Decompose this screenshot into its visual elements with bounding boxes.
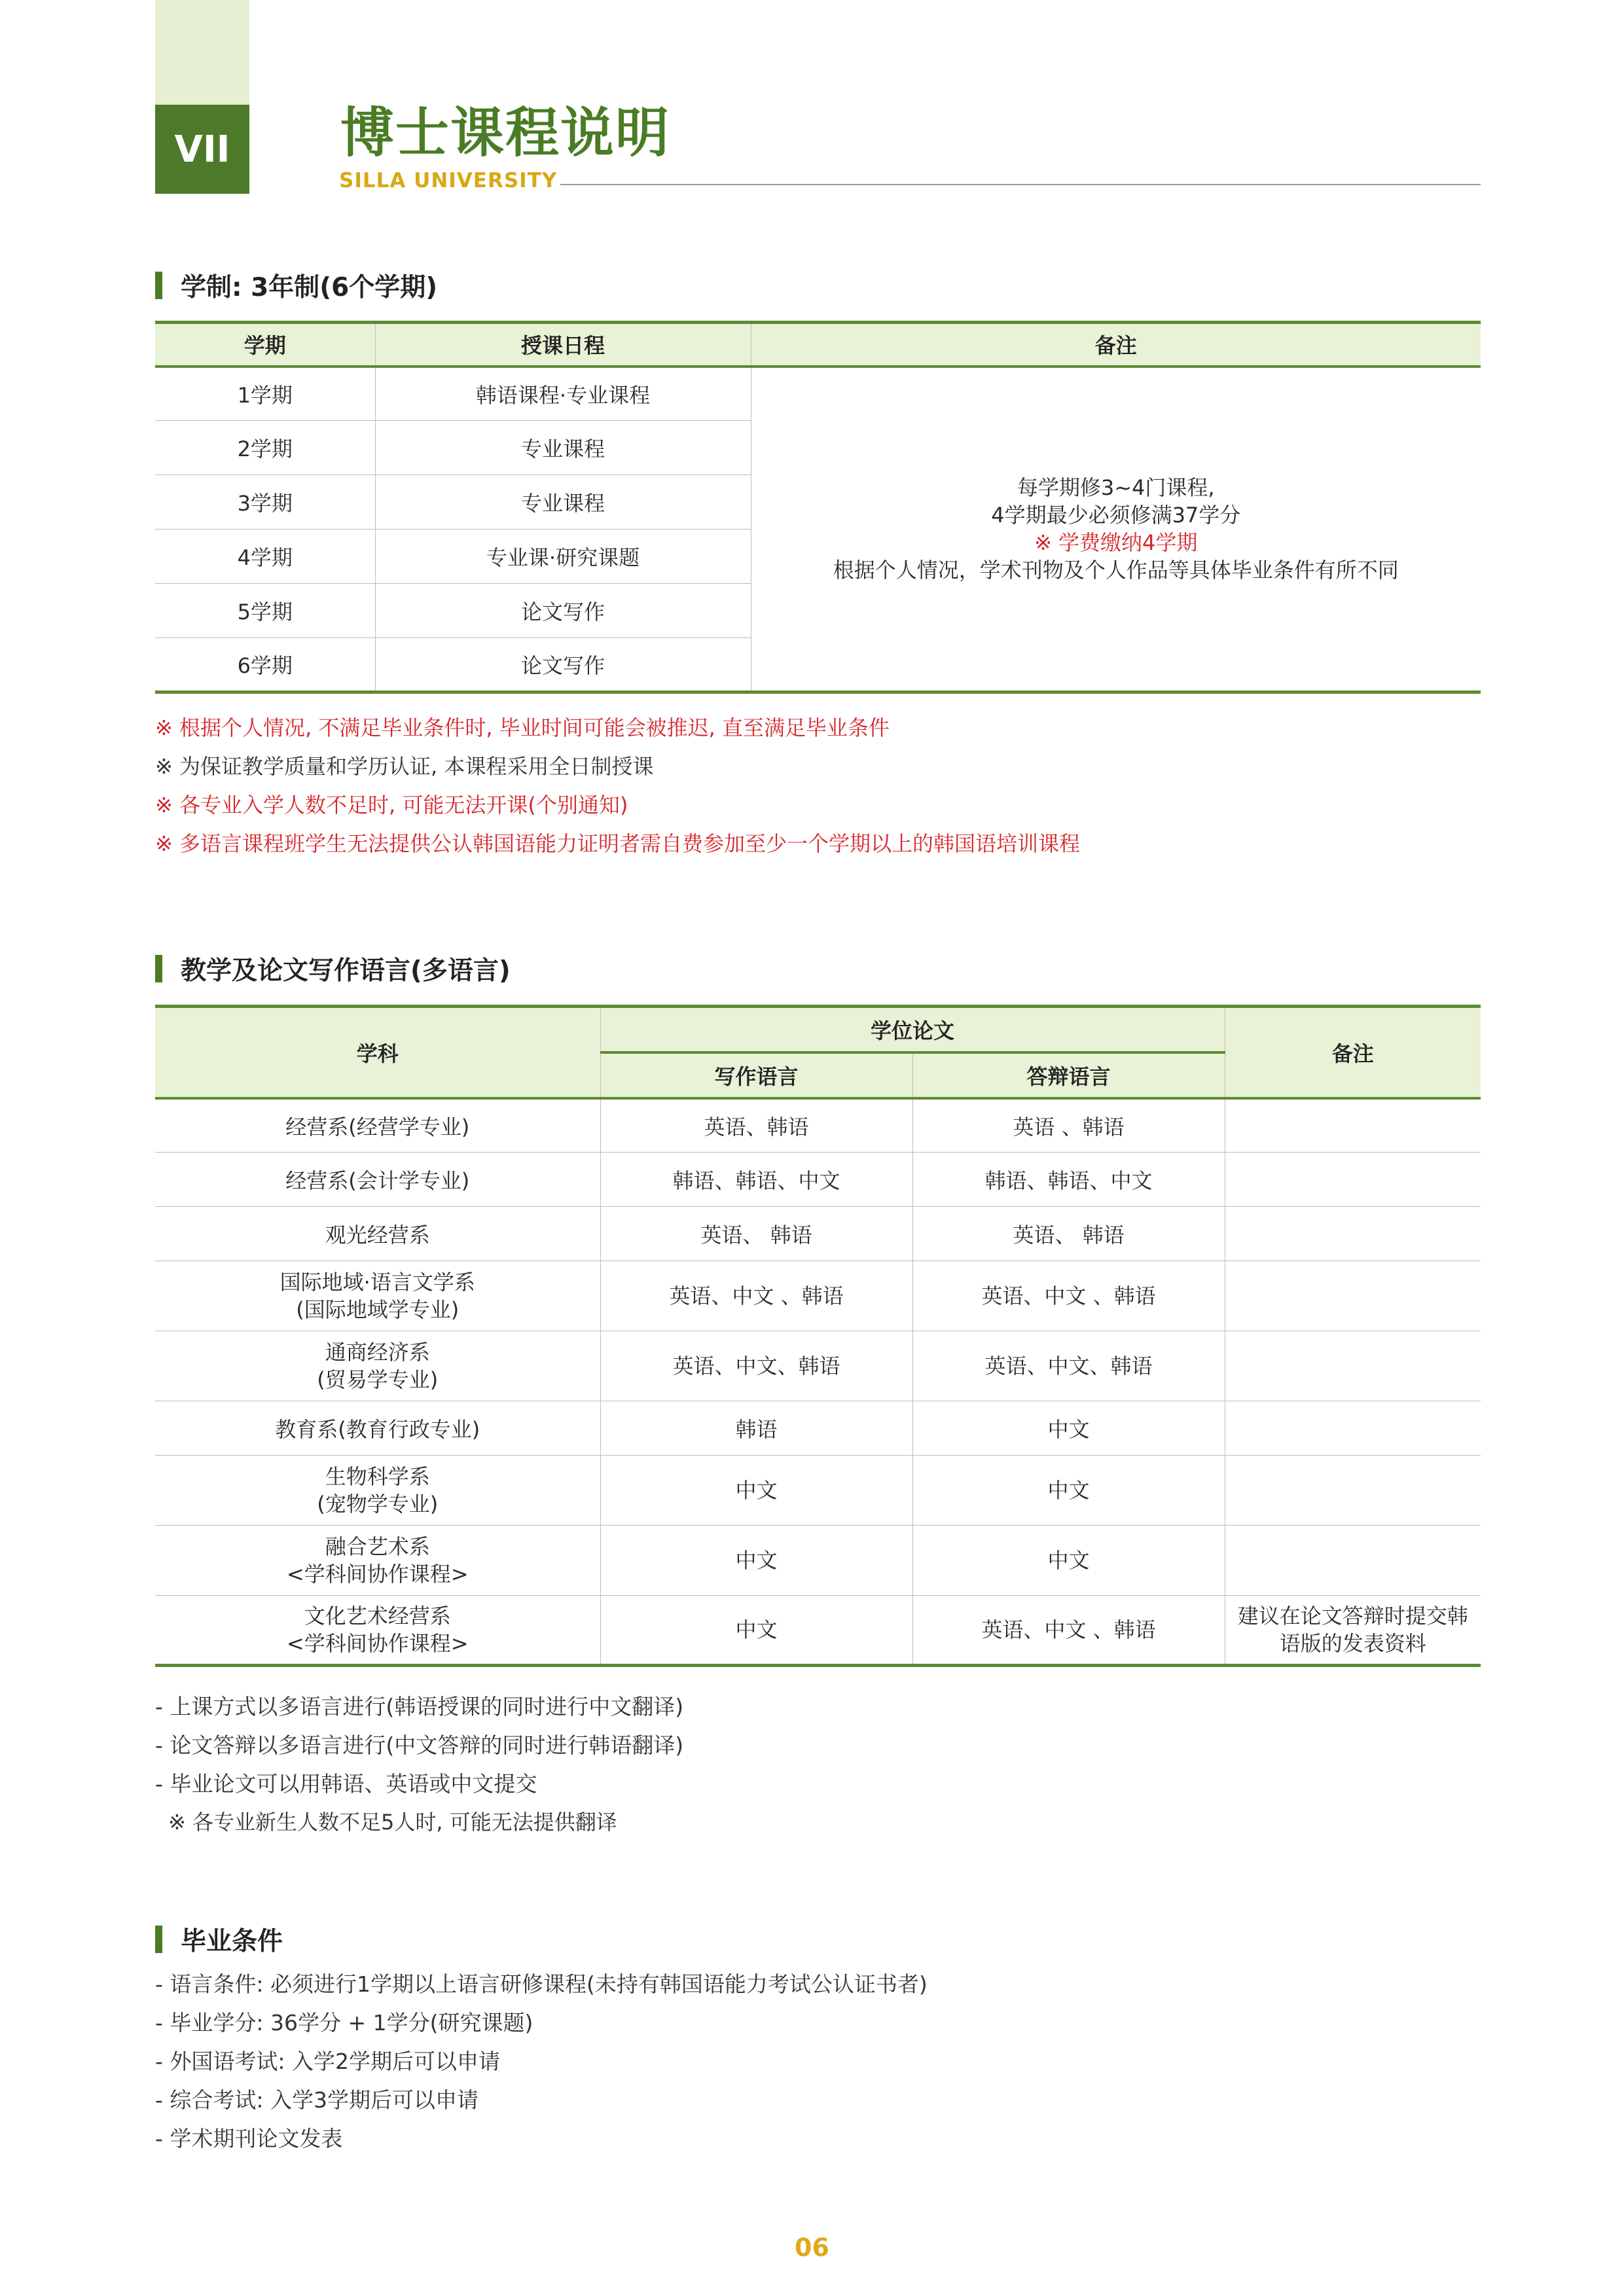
schedule-cell: 专业课程 — [375, 475, 751, 529]
remark-line: 语版的发表资料 — [1279, 1631, 1426, 1656]
col-header-remark: 备注 — [751, 323, 1481, 367]
subject-cell — [155, 1331, 600, 1401]
subject-cell — [155, 1526, 600, 1596]
bullet-line: - 综合考试: 入学3学期后可以申请 — [155, 2087, 479, 2113]
section-title: 教学及论文写作语言(多语言) — [181, 956, 511, 986]
section-heading-graduation — [155, 1921, 283, 1958]
remark-cell — [1225, 1207, 1481, 1261]
table-row — [155, 1098, 1481, 1153]
writing-cell: 韩语、韩语、中文 — [600, 1153, 912, 1207]
bullet-line: - 学术期刊论文发表 — [155, 2126, 343, 2151]
language-notes — [155, 1687, 683, 1842]
bullet-line: - 外国语考试: 入学2学期后可以申请 — [155, 2049, 501, 2074]
header-divider — [560, 184, 1481, 185]
term-cell: 2学期 — [155, 421, 375, 475]
remark-line: 根据个人情况，学术刊物及个人作品等具体毕业条件有所不同 — [833, 558, 1399, 583]
schedule-cell: 专业课·研究课题 — [375, 529, 751, 584]
chapter-badge: VII — [155, 105, 249, 194]
language-table — [155, 1005, 1481, 1667]
subject-cell — [155, 1153, 600, 1207]
subject-major: (贸易学专业) — [317, 1367, 439, 1392]
writing-cell: 英语、中文、韩语 — [600, 1331, 912, 1401]
bullet-line: - 上课方式以多语言进行(韩语授课的同时进行中文翻译) — [155, 1694, 684, 1719]
term-cell: 4学期 — [155, 529, 375, 584]
note-line: ※ 各专业入学人数不足时, 可能无法开课(个别通知) — [155, 793, 628, 817]
table-row — [155, 1261, 1481, 1331]
writing-cell: 中文 — [600, 1526, 912, 1596]
page-number: 06 — [795, 2233, 829, 2262]
section-title: 毕业条件 — [181, 1927, 283, 1956]
graduation-requirements — [155, 1965, 928, 2158]
remark-line: 每学期修3~4门课程, — [1017, 475, 1215, 501]
schedule-cell: 专业课程 — [375, 421, 751, 475]
schedule-table — [155, 321, 1481, 694]
table-row — [155, 367, 1481, 421]
col-header-thesis: 学位论文 — [600, 1007, 1225, 1052]
defense-cell: 英语、中文、韩语 — [912, 1331, 1225, 1401]
bullet-line: - 毕业论文可以用韩语、英语或中文提交 — [155, 1771, 537, 1797]
note-line: ※ 根据个人情况, 不满足毕业条件时, 毕业时间可能会被推迟, 直至满足毕业条件 — [155, 715, 890, 740]
writing-cell: 英语、韩语 — [600, 1098, 912, 1153]
defense-cell: 英语、 韩语 — [912, 1207, 1225, 1261]
remark-cell — [1225, 1596, 1481, 1666]
note-line: ※ 为保证教学质量和学历认证, 本课程采用全日制授课 — [155, 754, 654, 779]
remark-line: 4学期最少必须修满37学分 — [991, 503, 1241, 528]
writing-cell: 韩语 — [600, 1401, 912, 1456]
col-header-term: 学期 — [155, 323, 375, 367]
col-header-defense: 答辩语言 — [912, 1052, 1225, 1098]
subject-name: 经营系(经营学专业) — [285, 1114, 470, 1139]
defense-cell: 韩语、韩语、中文 — [912, 1153, 1225, 1207]
defense-cell: 英语、中文 、韩语 — [912, 1596, 1225, 1666]
subject-major: <学科间协作课程> — [286, 1562, 469, 1587]
section-marker — [155, 272, 162, 299]
defense-cell: 英语、中文 、韩语 — [912, 1261, 1225, 1331]
subject-cell — [155, 1098, 600, 1153]
subject-cell — [155, 1207, 600, 1261]
subject-cell — [155, 1456, 600, 1526]
term-cell: 3学期 — [155, 475, 375, 529]
section-heading-language — [155, 950, 511, 987]
translation-note: ※ 各专业新生人数不足5人时, 可能无法提供翻译 — [168, 1810, 617, 1835]
tuition-note: ※ 学费缴纳4学期 — [1034, 530, 1198, 556]
subject-major: (宠物学专业) — [317, 1492, 439, 1516]
defense-cell: 中文 — [912, 1526, 1225, 1596]
table-row — [155, 1207, 1481, 1261]
term-cell: 5学期 — [155, 584, 375, 638]
table-row — [155, 1153, 1481, 1207]
col-header-subject: 学科 — [155, 1007, 600, 1098]
schedule-cell: 韩语课程·专业课程 — [375, 367, 751, 421]
subject-major: <学科间协作课程> — [286, 1631, 469, 1656]
defense-cell: 中文 — [912, 1401, 1225, 1456]
col-header-remark: 备注 — [1225, 1007, 1481, 1098]
table-row — [155, 1456, 1481, 1526]
table-row — [155, 1401, 1481, 1456]
term-cell: 6学期 — [155, 638, 375, 692]
brand-label: SILLA UNIVERSITY — [339, 169, 558, 192]
table-row — [155, 1596, 1481, 1666]
writing-cell: 英语、 韩语 — [600, 1207, 912, 1261]
section-title: 学制: 3年制(6个学期) — [181, 273, 438, 302]
section-marker — [155, 955, 162, 982]
subject-name: 观光经营系 — [325, 1223, 430, 1247]
section-heading-duration — [155, 267, 437, 304]
subject-name: 经营系(会计学专业) — [285, 1168, 470, 1193]
remark-cell — [1225, 1456, 1481, 1526]
writing-cell: 英语、中文 、韩语 — [600, 1261, 912, 1331]
subject-cell — [155, 1596, 600, 1666]
defense-cell: 中文 — [912, 1456, 1225, 1526]
schedule-cell: 论文写作 — [375, 584, 751, 638]
remark-cell — [1225, 1401, 1481, 1456]
subject-cell — [155, 1261, 600, 1331]
subject-major: (国际地域学专业) — [296, 1297, 460, 1322]
bullet-line: - 论文答辩以多语言进行(中文答辩的同时进行韩语翻译) — [155, 1732, 684, 1758]
schedule-notes — [155, 709, 1080, 863]
table-row — [155, 1331, 1481, 1401]
remark-line: 建议在论文答辩时提交韩 — [1237, 1604, 1468, 1628]
chapter-tab-decor — [155, 0, 249, 105]
table-row — [155, 1526, 1481, 1596]
section-marker — [155, 1926, 162, 1953]
remark-cell — [1225, 1098, 1481, 1153]
bullet-line: - 毕业学分: 36学分 + 1学分(研究课题) — [155, 2010, 533, 2036]
remark-cell — [751, 367, 1481, 692]
remark-cell — [1225, 1261, 1481, 1331]
subject-name: 文化艺术经营系 — [304, 1604, 451, 1628]
remark-cell — [1225, 1331, 1481, 1401]
col-header-schedule: 授课日程 — [375, 323, 751, 367]
bullet-line: - 语言条件: 必须进行1学期以上语言研修课程(未持有韩国语能力考试公认证书者) — [155, 1971, 928, 1997]
page-title: 博士课程说明 — [340, 102, 671, 164]
subject-name: 融合艺术系 — [325, 1534, 430, 1559]
writing-cell: 中文 — [600, 1456, 912, 1526]
col-header-writing: 写作语言 — [600, 1052, 912, 1098]
schedule-cell: 论文写作 — [375, 638, 751, 692]
subject-name: 教育系(教育行政专业) — [275, 1417, 480, 1442]
subject-cell — [155, 1401, 600, 1456]
remark-cell — [1225, 1153, 1481, 1207]
remark-cell — [1225, 1526, 1481, 1596]
subject-name: 生物科学系 — [325, 1464, 430, 1489]
term-cell: 1学期 — [155, 367, 375, 421]
note-line: ※ 多语言课程班学生无法提供公认韩国语能力证明者需自费参加至少一个学期以上的韩国语培训课程 — [155, 831, 1080, 856]
writing-cell: 中文 — [600, 1596, 912, 1666]
subject-name: 通商经济系 — [325, 1340, 430, 1365]
defense-cell: 英语 、韩语 — [912, 1098, 1225, 1153]
subject-name: 国际地域·语言文学系 — [280, 1270, 475, 1295]
